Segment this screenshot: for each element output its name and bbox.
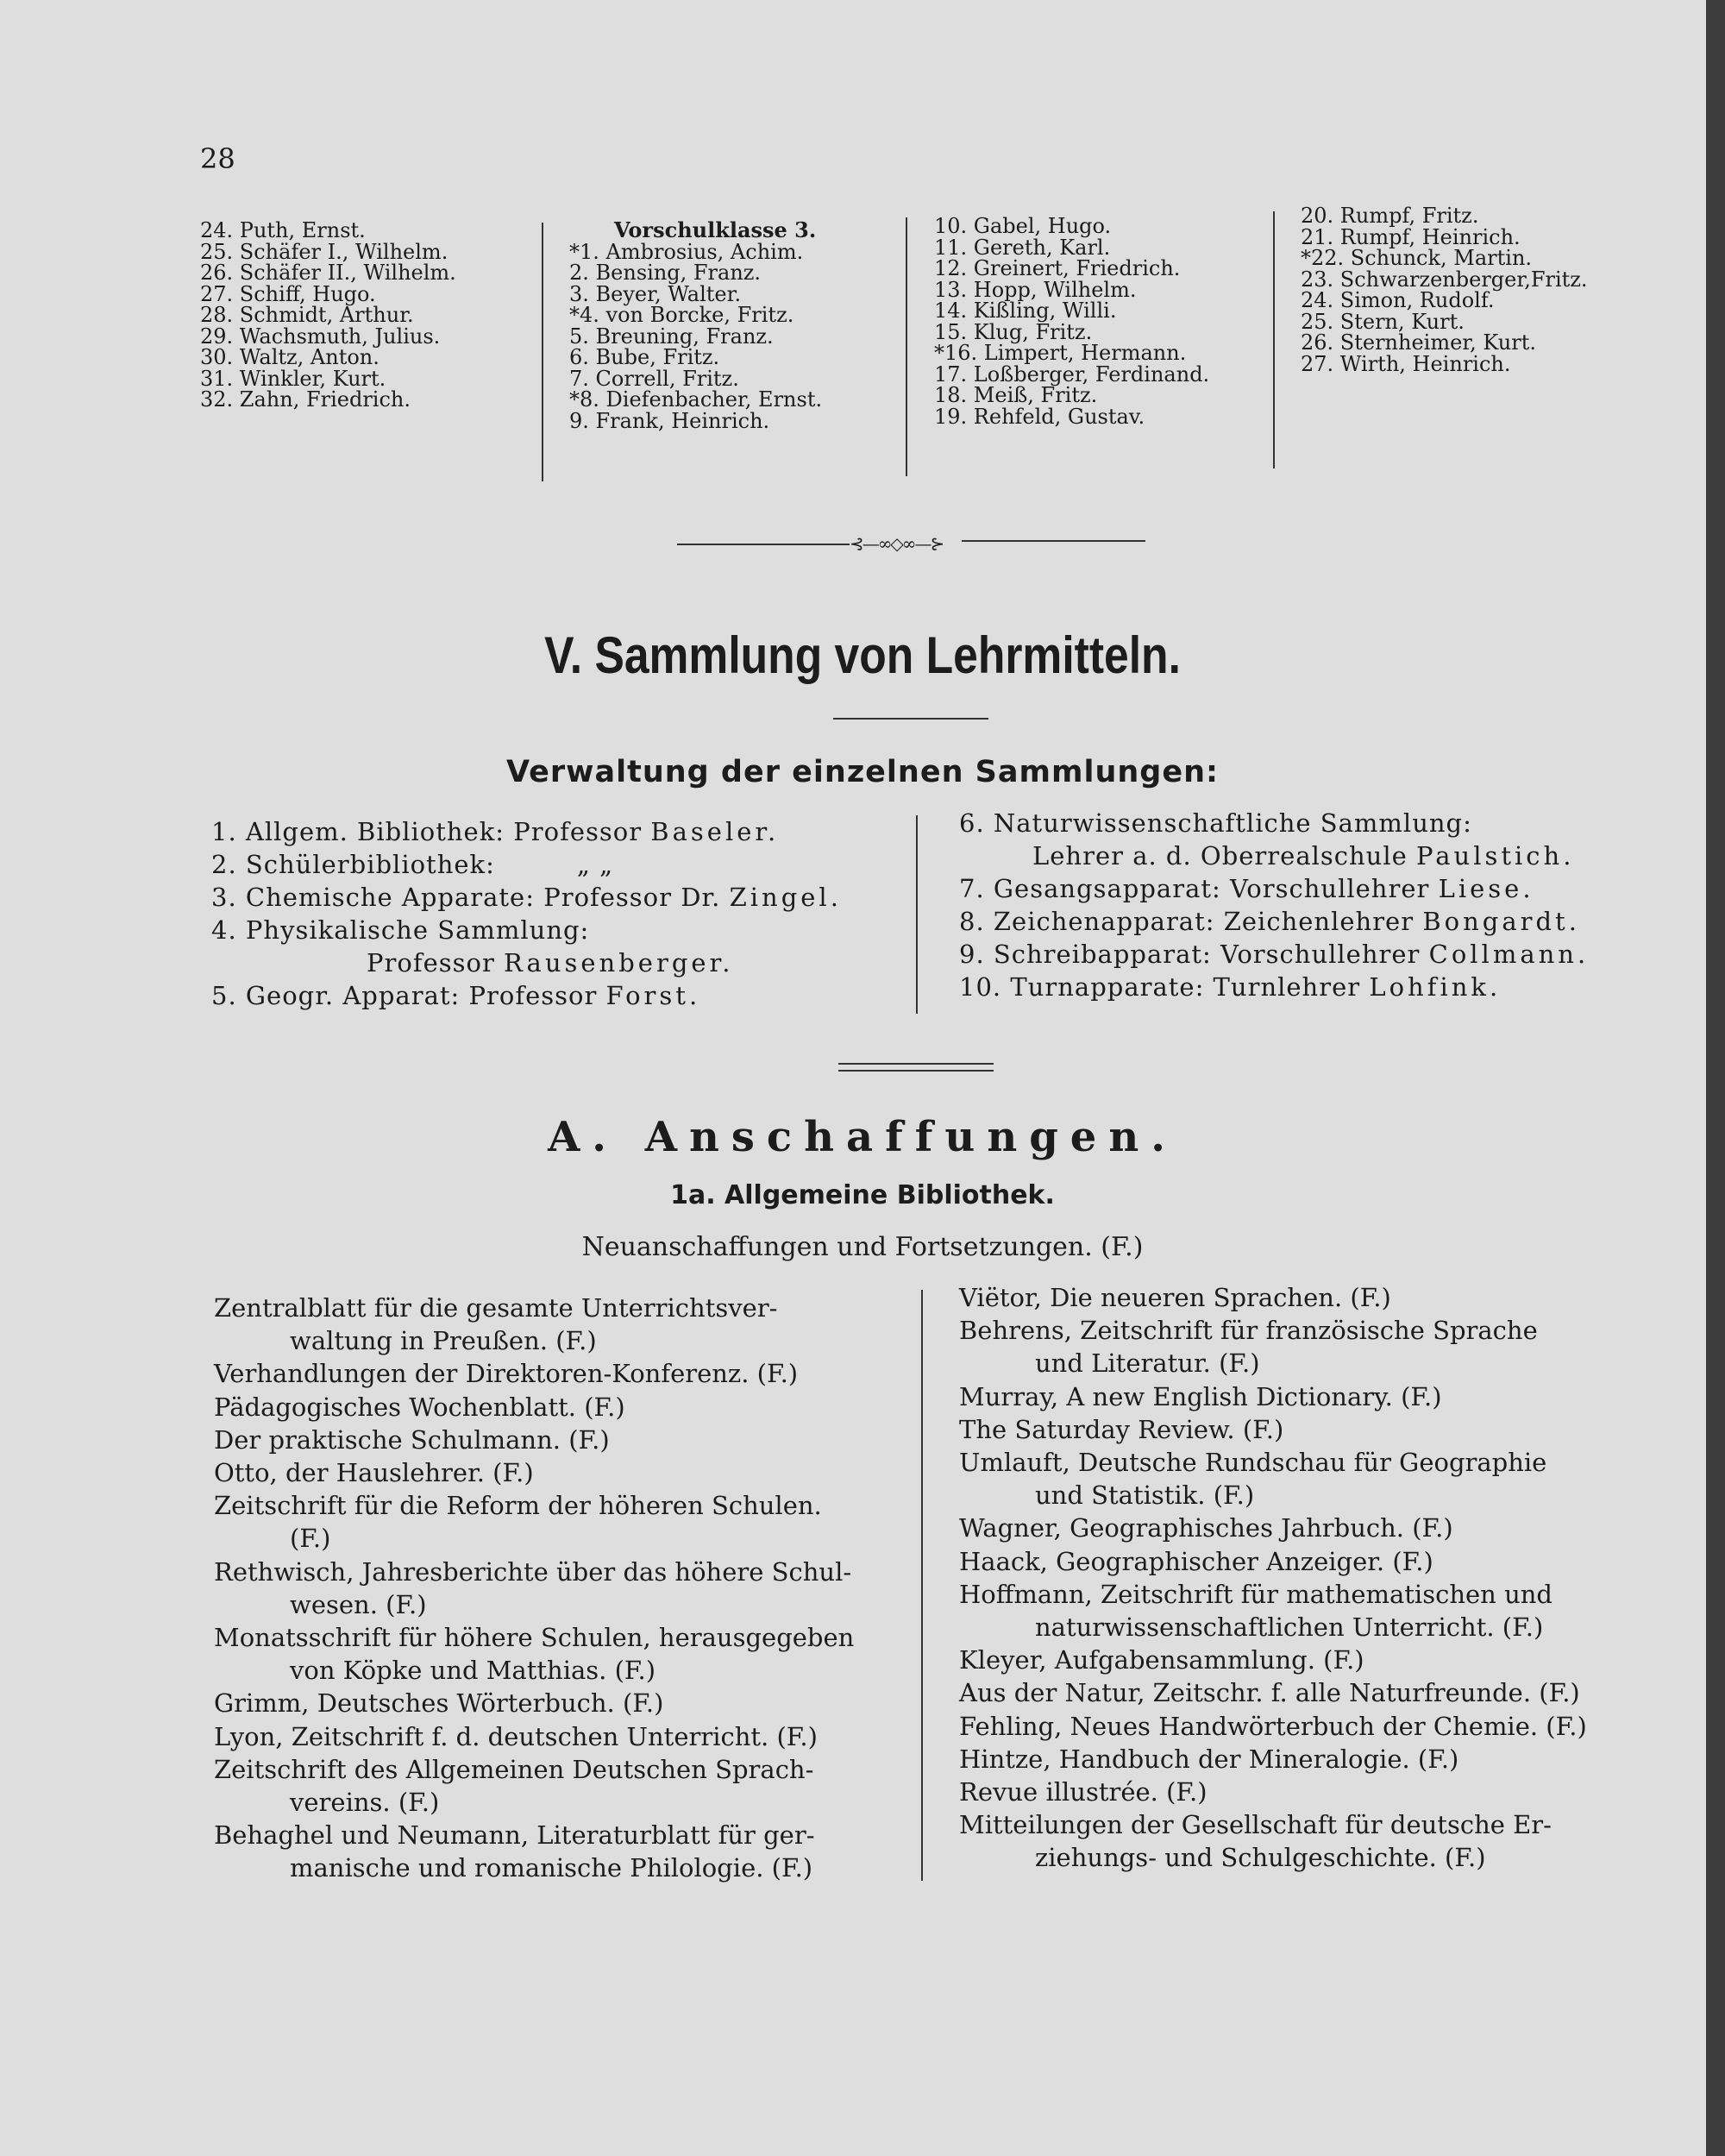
list-item: Behaghel und Neumann, Literaturblatt für ger- <box>214 1820 815 1851</box>
admin-item: 4. Physikalische Sammlung: <box>211 915 590 945</box>
ornament-rule-right <box>962 540 1145 542</box>
roster-entry: 13. Hopp, Wilhelm. <box>934 277 1137 302</box>
admin-item-continuation: Lehrer a. d. Oberrealschule Paulstich. <box>1032 841 1575 871</box>
list-item-continuation: von Köpke und Matthias. (F.) <box>290 1656 656 1686</box>
ornament: ⊰—∞◇∞—⊱ <box>850 533 944 554</box>
list-item-continuation: ziehungs- und Schulgeschichte. (F.) <box>1035 1843 1486 1873</box>
list-item: Hintze, Handbuch der Mineralogie. (F.) <box>959 1744 1459 1774</box>
admin-list-right <box>959 807 1589 1003</box>
person-name: Lohfink. <box>1369 972 1502 1002</box>
roster-entry: 9. Frank, Heinrich. <box>569 408 770 433</box>
list-item: Pädagogisches Wochenblatt. (F.) <box>214 1392 625 1422</box>
list-item: Zentralblatt für die gesamte Unterrichtsver- <box>214 1293 778 1323</box>
roster-column-3 <box>934 216 1209 427</box>
roster-entry: 23. Schwarzenberger,Fritz. <box>1301 267 1588 292</box>
roster-entry: 19. Rehfeld, Gustav. <box>934 404 1145 429</box>
section-title: V. Sammlung von Lehrmitteln. <box>544 626 1181 684</box>
list-item: Verhandlungen der Direktoren-Konferenz. (F.) <box>214 1359 799 1389</box>
list-item: Kleyer, Aufgabensammlung. (F.) <box>959 1645 1364 1675</box>
person-name: Collmann. <box>1428 940 1590 969</box>
roster-entry: 26. Sternheimer, Kurt. <box>1301 330 1537 355</box>
title-underline <box>833 718 988 720</box>
roster-entry: *4. von Borcke, Fritz. <box>569 303 794 327</box>
person-name: Forst. <box>605 981 701 1010</box>
admin-item: 1. Allgem. Bibliothek: Professor Baseler. <box>211 817 780 846</box>
roster-entry: 25. Schäfer I., Wilhelm. <box>200 239 448 264</box>
list-item: Haack, Geographischer Anzeiger. (F.) <box>959 1546 1433 1576</box>
roster-column-4 <box>1301 205 1588 374</box>
roster-entry: 32. Zahn, Friedrich. <box>200 387 411 412</box>
column-divider <box>906 217 907 476</box>
list-item: Lyon, Zeitschrift f. d. deutschen Unterricht. (F.) <box>214 1721 818 1751</box>
list-item-continuation: naturwissenschaftlichen Unterricht. (F.) <box>1035 1612 1544 1643</box>
acquisitions-title: A. Anschaffungen. <box>548 1113 1177 1161</box>
column-divider <box>542 223 543 481</box>
class-heading: Vorschulklasse 3. <box>614 217 817 242</box>
admin-item: 2. Schülerbibliothek: „ „ <box>211 850 614 879</box>
list-item: Viëtor, Die neueren Sprachen. (F.) <box>959 1283 1391 1312</box>
double-rule-bottom <box>838 1070 994 1072</box>
roster-column-2 <box>569 217 823 433</box>
roster-entry: 10. Gabel, Hugo. <box>934 214 1112 238</box>
roster-entry: 12. Greinert, Friedrich. <box>934 256 1181 280</box>
list-item-continuation: und Statistik. (F.) <box>1035 1480 1255 1511</box>
person-name: Paulstich. <box>1416 841 1575 871</box>
roster-entry: 3. Beyer, Walter. <box>569 281 742 306</box>
list-item: Murray, A new English Dictionary. (F.) <box>959 1381 1442 1411</box>
person-name: Rausenberger. <box>504 948 734 977</box>
roster-entry: 7. Correll, Fritz. <box>569 366 739 391</box>
admin-item: 9. Schreibapparat: Vorschullehrer Collmann. <box>959 940 1590 969</box>
list-item: Hoffmann, Zeitschrift für mathematischen und <box>959 1579 1552 1609</box>
roster-entry: 27. Schiff, Hugo. <box>200 281 376 306</box>
ditto-marks: „ „ <box>576 850 614 879</box>
double-rule-top <box>838 1063 994 1065</box>
list-item-continuation: waltung in Preußen. (F.) <box>290 1326 597 1356</box>
page-number: 28 <box>200 142 235 175</box>
list-item-continuation: manische und romanische Philologie. (F.) <box>290 1853 813 1883</box>
list-item: Zeitschrift für die Reform der höheren Schulen. <box>214 1491 822 1521</box>
list-item: Zeitschrift des Allgemeinen Deutschen Sprach- <box>214 1754 814 1784</box>
list-item: Aus der Natur, Zeitschr. f. alle Naturfreunde. (F.) <box>959 1678 1580 1708</box>
roster-entry: 6. Bube, Fritz. <box>569 345 720 369</box>
list-item-continuation: wesen. (F.) <box>290 1589 427 1619</box>
admin-heading: Verwaltung der einzelnen Sammlungen: <box>506 755 1219 789</box>
admin-list-left <box>211 815 842 1012</box>
admin-item-continuation: Professor Rausenberger. <box>367 948 734 977</box>
roster-entry: 18. Meiß, Fritz. <box>934 383 1098 407</box>
roster-entry: *22. Schunck, Martin. <box>1301 246 1533 270</box>
list-item-continuation: und Literatur. (F.) <box>1035 1348 1260 1379</box>
roster-entry: 24. Puth, Ernst. <box>200 218 366 242</box>
roster-entry: 21. Rumpf, Heinrich. <box>1301 224 1521 249</box>
library-list-left <box>214 1292 854 1885</box>
person-name: Zingel. <box>729 883 842 912</box>
admin-item: 5. Geogr. Apparat: Professor Forst. <box>211 981 701 1010</box>
roster-entry: 20. Rumpf, Fritz. <box>1301 204 1479 228</box>
admin-item: 6. Naturwissenschaftliche Sammlung: <box>959 808 1472 838</box>
ornament-rule-left <box>677 544 850 545</box>
person-name: Liese. <box>1438 874 1534 903</box>
list-item: Der praktische Schulmann. (F.) <box>214 1424 610 1455</box>
column-divider <box>1273 211 1275 468</box>
list-item: Behrens, Zeitschrift für französische Sprache <box>959 1316 1538 1346</box>
list-item-continuation: (F.) <box>290 1524 331 1554</box>
person-name: Baseler. <box>650 817 780 846</box>
admin-item: 10. Turnapparate: Turnlehrer Lohfink. <box>959 972 1502 1002</box>
roster-entry: 5. Breuning, Franz. <box>569 324 774 349</box>
roster-entry: 2. Bensing, Franz. <box>569 261 762 285</box>
admin-item: 3. Chemische Apparate: Professor Dr. Zingel. <box>211 883 842 912</box>
roster-entry: 15. Klug, Fritz. <box>934 319 1093 344</box>
list-item: Otto, der Hauslehrer. (F.) <box>214 1458 534 1488</box>
list-item: Rethwisch, Jahresberichte über das höhere Schul- <box>214 1556 852 1587</box>
list-item: Monatsschrift für höhere Schulen, herausgegeben <box>214 1623 855 1653</box>
column-divider <box>921 1290 923 1881</box>
admin-item: 8. Zeichenapparat: Zeichenlehrer Bongardt. <box>959 907 1580 936</box>
list-item: The Saturday Review. (F.) <box>959 1414 1284 1444</box>
list-item: Grimm, Deutsches Wörterbuch. (F.) <box>214 1688 664 1719</box>
roster-entry: 24. Simon, Rudolf. <box>1301 288 1495 312</box>
list-item: Umlauft, Deutsche Rundschau für Geographie <box>959 1448 1547 1478</box>
roster-entry: 28. Schmidt, Arthur. <box>200 303 414 327</box>
roster-entry: 31. Winkler, Kurt. <box>200 366 386 391</box>
roster-entry: *8. Diefenbacher, Ernst. <box>569 387 823 412</box>
list-item: Wagner, Geographisches Jahrbuch. (F.) <box>959 1513 1453 1543</box>
acquisitions-subtitle: 1a. Allgemeine Bibliothek. <box>670 1180 1055 1210</box>
admin-item: 7. Gesangsapparat: Vorschullehrer Liese. <box>959 874 1534 903</box>
roster-column-1 <box>200 220 456 411</box>
scan-edge <box>1706 0 1725 2156</box>
list-item: Mitteilungen der Gesellschaft für deutsche Er- <box>959 1810 1552 1840</box>
roster-entry: 11. Gereth, Karl. <box>934 235 1111 260</box>
list-item: Fehling, Neues Handwörterbuch der Chemie. (F.) <box>959 1711 1587 1741</box>
roster-entry: 27. Wirth, Heinrich. <box>1301 351 1511 376</box>
column-divider <box>916 815 918 1014</box>
roster-entry: 26. Schäfer II., Wilhelm. <box>200 261 456 285</box>
roster-entry: *1. Ambrosius, Achim. <box>569 239 804 264</box>
roster-entry: 14. Kißling, Willi. <box>934 299 1117 323</box>
roster-entry: 29. Wachsmuth, Julius. <box>200 324 441 349</box>
person-name: Bongardt. <box>1422 907 1580 936</box>
library-list-right <box>959 1281 1587 1875</box>
roster-entry: 17. Loßberger, Ferdinand. <box>934 361 1210 387</box>
acquisitions-note: Neuanschaffungen und Fortsetzungen. (F.) <box>581 1232 1144 1262</box>
roster-entry: *16. Limpert, Hermann. <box>934 341 1187 365</box>
roster-entry: 30. Waltz, Anton. <box>200 345 380 369</box>
list-item: Revue illustrée. (F.) <box>959 1777 1208 1807</box>
list-item-continuation: vereins. (F.) <box>290 1788 440 1818</box>
roster-entry: 25. Stern, Kurt. <box>1301 309 1465 334</box>
